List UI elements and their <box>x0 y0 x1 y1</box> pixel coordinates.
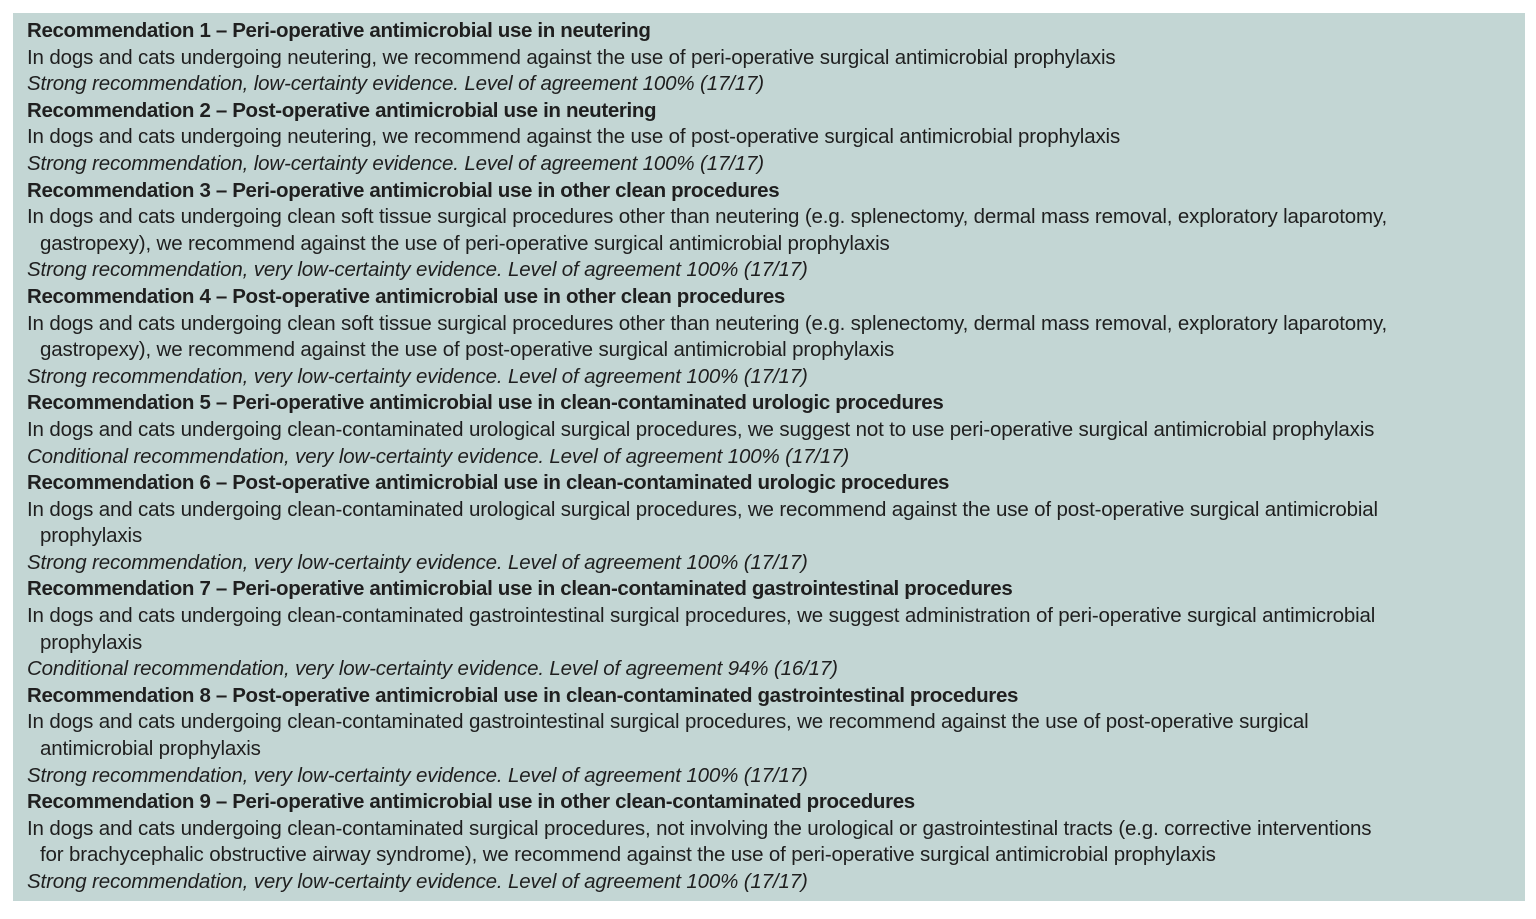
recommendation-body-line: In dogs and cats undergoing neutering, we recommend against the use of post-operative surgical antimicrobial prophylaxis <box>27 125 1121 149</box>
recommendation-grade: Conditional recommendation, very low-certainty evidence. Level of agreement 94% (16/17) <box>27 657 838 681</box>
recommendation-body-line: antimicrobial prophylaxis <box>40 737 261 761</box>
recommendation-body-line: In dogs and cats undergoing clean soft tissue surgical procedures other than neutering (e.g. splenectomy, dermal mass removal, exploratory laparotomy, <box>27 205 1388 229</box>
recommendation-body-line: In dogs and cats undergoing neutering, we recommend against the use of peri-operative surgical antimicrobial prophylaxis <box>27 45 1116 69</box>
recommendation-grade: Strong recommendation, low-certainty evidence. Level of agreement 100% (17/17) <box>27 151 764 175</box>
recommendation-body-line: prophylaxis <box>40 524 143 548</box>
recommendation-block <box>27 284 1517 390</box>
recommendation-body-line: In dogs and cats undergoing clean-contaminated urological surgical procedures, we recommend against the use of post-operative surgical antimicrobial <box>27 497 1378 521</box>
recommendation-title: Recommendation 8 – Post-operative antimicrobial use in clean-contaminated gastrointestinal procedures <box>27 683 1019 707</box>
recommendation-body-line: In dogs and cats undergoing clean-contaminated gastrointestinal surgical procedures, we recommend against the use of post-operative surgical <box>27 710 1309 734</box>
recommendation-block <box>27 18 1517 98</box>
recommendation-grade: Strong recommendation, very low-certainty evidence. Level of agreement 100% (17/17) <box>27 258 808 282</box>
recommendation-block <box>27 98 1517 178</box>
recommendation-grade: Strong recommendation, very low-certainty evidence. Level of agreement 100% (17/17) <box>27 550 808 574</box>
recommendation-grade: Strong recommendation, very low-certainty evidence. Level of agreement 100% (17/17) <box>27 763 808 787</box>
recommendation-block <box>27 576 1517 682</box>
recommendation-block <box>27 178 1517 284</box>
recommendations-panel <box>13 13 1525 901</box>
recommendation-grade: Strong recommendation, low-certainty evidence. Level of agreement 100% (17/17) <box>27 72 764 96</box>
recommendation-grade: Strong recommendation, very low-certainty evidence. Level of agreement 100% (17/17) <box>27 870 808 893</box>
recommendation-body-line: prophylaxis <box>40 630 143 654</box>
recommendation-title: Recommendation 7 – Peri-operative antimicrobial use in clean-contaminated gastrointestinal procedures <box>27 577 1013 601</box>
recommendation-title: Recommendation 4 – Post-operative antimicrobial use in other clean procedures <box>27 284 785 308</box>
recommendation-block <box>27 470 1517 576</box>
recommendation-body-line: gastropexy), we recommend against the use of post-operative surgical antimicrobial prophylaxis <box>40 338 895 362</box>
recommendation-body-line: In dogs and cats undergoing clean soft tissue surgical procedures other than neutering (e.g. splenectomy, dermal mass removal, exploratory laparotomy, <box>27 311 1388 335</box>
recommendation-title: Recommendation 1 – Peri-operative antimicrobial use in neutering <box>27 19 651 42</box>
recommendation-block <box>27 789 1517 895</box>
recommendation-title: Recommendation 6 – Post-operative antimicrobial use in clean-contaminated urologic procedures <box>27 471 950 495</box>
recommendation-title: Recommendation 3 – Peri-operative antimicrobial use in other clean procedures <box>27 178 780 202</box>
recommendation-block <box>27 390 1517 470</box>
recommendation-body-line: In dogs and cats undergoing clean-contaminated urological surgical procedures, we suggest not to use peri-operative surgical antimicrobial prophylaxis <box>27 417 1375 441</box>
recommendation-title: Recommendation 2 – Post-operative antimicrobial use in neutering <box>27 98 657 122</box>
recommendation-body-line: In dogs and cats undergoing clean-contaminated surgical procedures, not involving the urological or gastrointestinal tracts (e.g. corrective interventions <box>27 816 1372 840</box>
recommendation-grade: Strong recommendation, very low-certainty evidence. Level of agreement 100% (17/17) <box>27 364 808 388</box>
recommendation-block <box>27 683 1517 789</box>
recommendation-title: Recommendation 9 – Peri-operative antimicrobial use in other clean-contaminated procedures <box>27 790 915 814</box>
recommendation-grade: Conditional recommendation, very low-certainty evidence. Level of agreement 100% (17/17) <box>27 444 850 468</box>
recommendation-body-line: In dogs and cats undergoing clean-contaminated gastrointestinal surgical procedures, we suggest administration of peri-operative surgical antimicrobial <box>27 604 1376 628</box>
recommendation-body-line: for brachycephalic obstructive airway syndrome), we recommend against the use of peri-operative surgical antimicrobial prophylaxis <box>40 843 1216 867</box>
recommendation-title: Recommendation 5 – Peri-operative antimicrobial use in clean-contaminated urologic procedures <box>27 391 944 415</box>
recommendation-body-line: gastropexy), we recommend against the use of peri-operative surgical antimicrobial prophylaxis <box>40 231 890 255</box>
